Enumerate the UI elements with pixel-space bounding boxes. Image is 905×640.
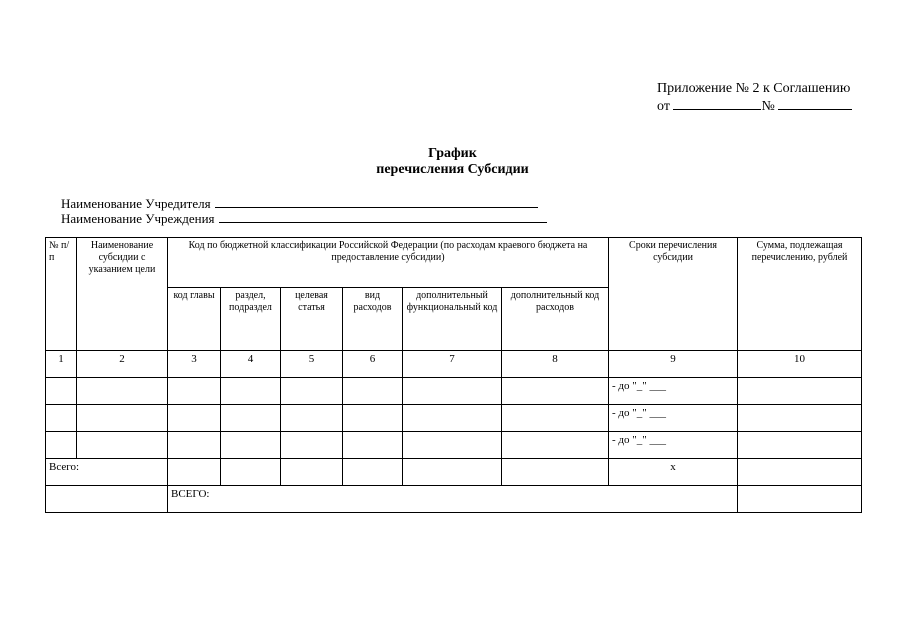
- column-number: 2: [77, 351, 168, 378]
- table-cell[interactable]: [77, 378, 168, 405]
- header-chapter-code: код главы: [168, 288, 221, 351]
- title-line-1: График: [428, 146, 477, 161]
- header-target-item: целевая статья: [281, 288, 343, 351]
- amount-cell[interactable]: [738, 432, 862, 459]
- appendix-title: Приложение № 2 к Соглашению: [657, 81, 851, 96]
- table-cell[interactable]: [46, 378, 77, 405]
- title-line-2: перечисления Субсидии: [376, 162, 529, 177]
- table-cell[interactable]: [221, 405, 281, 432]
- column-number: 1: [46, 351, 77, 378]
- subtotal-label: Всего:: [46, 459, 168, 486]
- subtotal-mark: x: [609, 459, 738, 486]
- header-row-number: № п/п: [46, 238, 77, 351]
- table-row: [46, 432, 862, 459]
- header-additional-expense-code: дополнительный код расходов: [502, 288, 609, 351]
- table-cell[interactable]: [502, 378, 609, 405]
- number-sign: №: [761, 99, 775, 114]
- table-cell: [46, 486, 168, 513]
- header-transfer-deadlines: Сроки перечисления субсидии: [609, 238, 738, 351]
- column-number-row: [46, 351, 862, 378]
- deadline-cell[interactable]: - до "_" ___: [609, 405, 738, 432]
- table-cell[interactable]: [343, 459, 403, 486]
- table-cell[interactable]: [502, 432, 609, 459]
- table-cell[interactable]: [77, 432, 168, 459]
- from-prefix: от: [657, 99, 670, 114]
- column-number: 3: [168, 351, 221, 378]
- header-section: раздел, подраздел: [221, 288, 281, 351]
- column-number: 9: [609, 351, 738, 378]
- table-cell[interactable]: [46, 432, 77, 459]
- column-number: 8: [502, 351, 609, 378]
- table-cell[interactable]: [46, 405, 77, 432]
- founder-field: [61, 196, 547, 211]
- deadline-cell[interactable]: - до "_" ___: [609, 378, 738, 405]
- table-cell[interactable]: [403, 378, 502, 405]
- grand-total-label: ВСЕГО:: [168, 486, 738, 513]
- table-cell[interactable]: [168, 378, 221, 405]
- table-row: [46, 378, 862, 405]
- table-cell[interactable]: [281, 378, 343, 405]
- header-budget-code-group: Код по бюджетной классификации Российской Федерации (по расходам краевого бюджета на предоставление субсидии): [168, 238, 609, 288]
- deadline-cell[interactable]: - до "_" ___: [609, 432, 738, 459]
- agreement-date-blank[interactable]: [673, 97, 761, 110]
- column-number: 10: [738, 351, 862, 378]
- table-cell[interactable]: [168, 432, 221, 459]
- subtotal-row: [46, 459, 862, 486]
- appendix-header: [657, 80, 897, 115]
- table-cell[interactable]: [168, 405, 221, 432]
- institution-label: Наименование Учреждения: [61, 211, 215, 226]
- table-cell[interactable]: [343, 378, 403, 405]
- table-cell[interactable]: [343, 405, 403, 432]
- header-amount: Сумма, подлежащая перечислению, рублей: [738, 238, 862, 351]
- table-cell[interactable]: [221, 378, 281, 405]
- table-cell[interactable]: [77, 405, 168, 432]
- grand-total-row: [46, 486, 862, 513]
- column-number: 5: [281, 351, 343, 378]
- column-number: 7: [403, 351, 502, 378]
- table-cell[interactable]: [343, 432, 403, 459]
- table-row: [46, 405, 862, 432]
- agreement-number-blank[interactable]: [778, 97, 852, 110]
- header-expense-type: вид расходов: [343, 288, 403, 351]
- agreement-date-number-line: [657, 97, 897, 115]
- institution-blank[interactable]: [219, 211, 547, 223]
- table-cell[interactable]: [168, 459, 221, 486]
- amount-cell[interactable]: [738, 405, 862, 432]
- table-cell[interactable]: [221, 459, 281, 486]
- founder-blank[interactable]: [215, 196, 538, 208]
- institution-field: [61, 211, 547, 226]
- table-cell[interactable]: [281, 432, 343, 459]
- column-number: 4: [221, 351, 281, 378]
- table-cell[interactable]: [221, 432, 281, 459]
- table-cell[interactable]: [281, 405, 343, 432]
- table-cell[interactable]: [502, 459, 609, 486]
- table-cell[interactable]: [403, 405, 502, 432]
- founder-label: Наименование Учредителя: [61, 196, 211, 211]
- subsidy-schedule-table: [45, 237, 862, 513]
- document-title: [300, 146, 605, 178]
- column-number: 6: [343, 351, 403, 378]
- grand-total-amount-cell[interactable]: [738, 486, 862, 513]
- header-row-1: [46, 238, 862, 288]
- table-cell[interactable]: [281, 459, 343, 486]
- table-cell[interactable]: [502, 405, 609, 432]
- header-functional-code: дополнительный функциональный код: [403, 288, 502, 351]
- header-subsidy-name: Наименование субсидии с указанием цели: [77, 238, 168, 351]
- table-cell[interactable]: [403, 432, 502, 459]
- subtotal-amount-cell[interactable]: [738, 459, 862, 486]
- name-fields: [61, 196, 547, 226]
- amount-cell[interactable]: [738, 378, 862, 405]
- table-cell[interactable]: [403, 459, 502, 486]
